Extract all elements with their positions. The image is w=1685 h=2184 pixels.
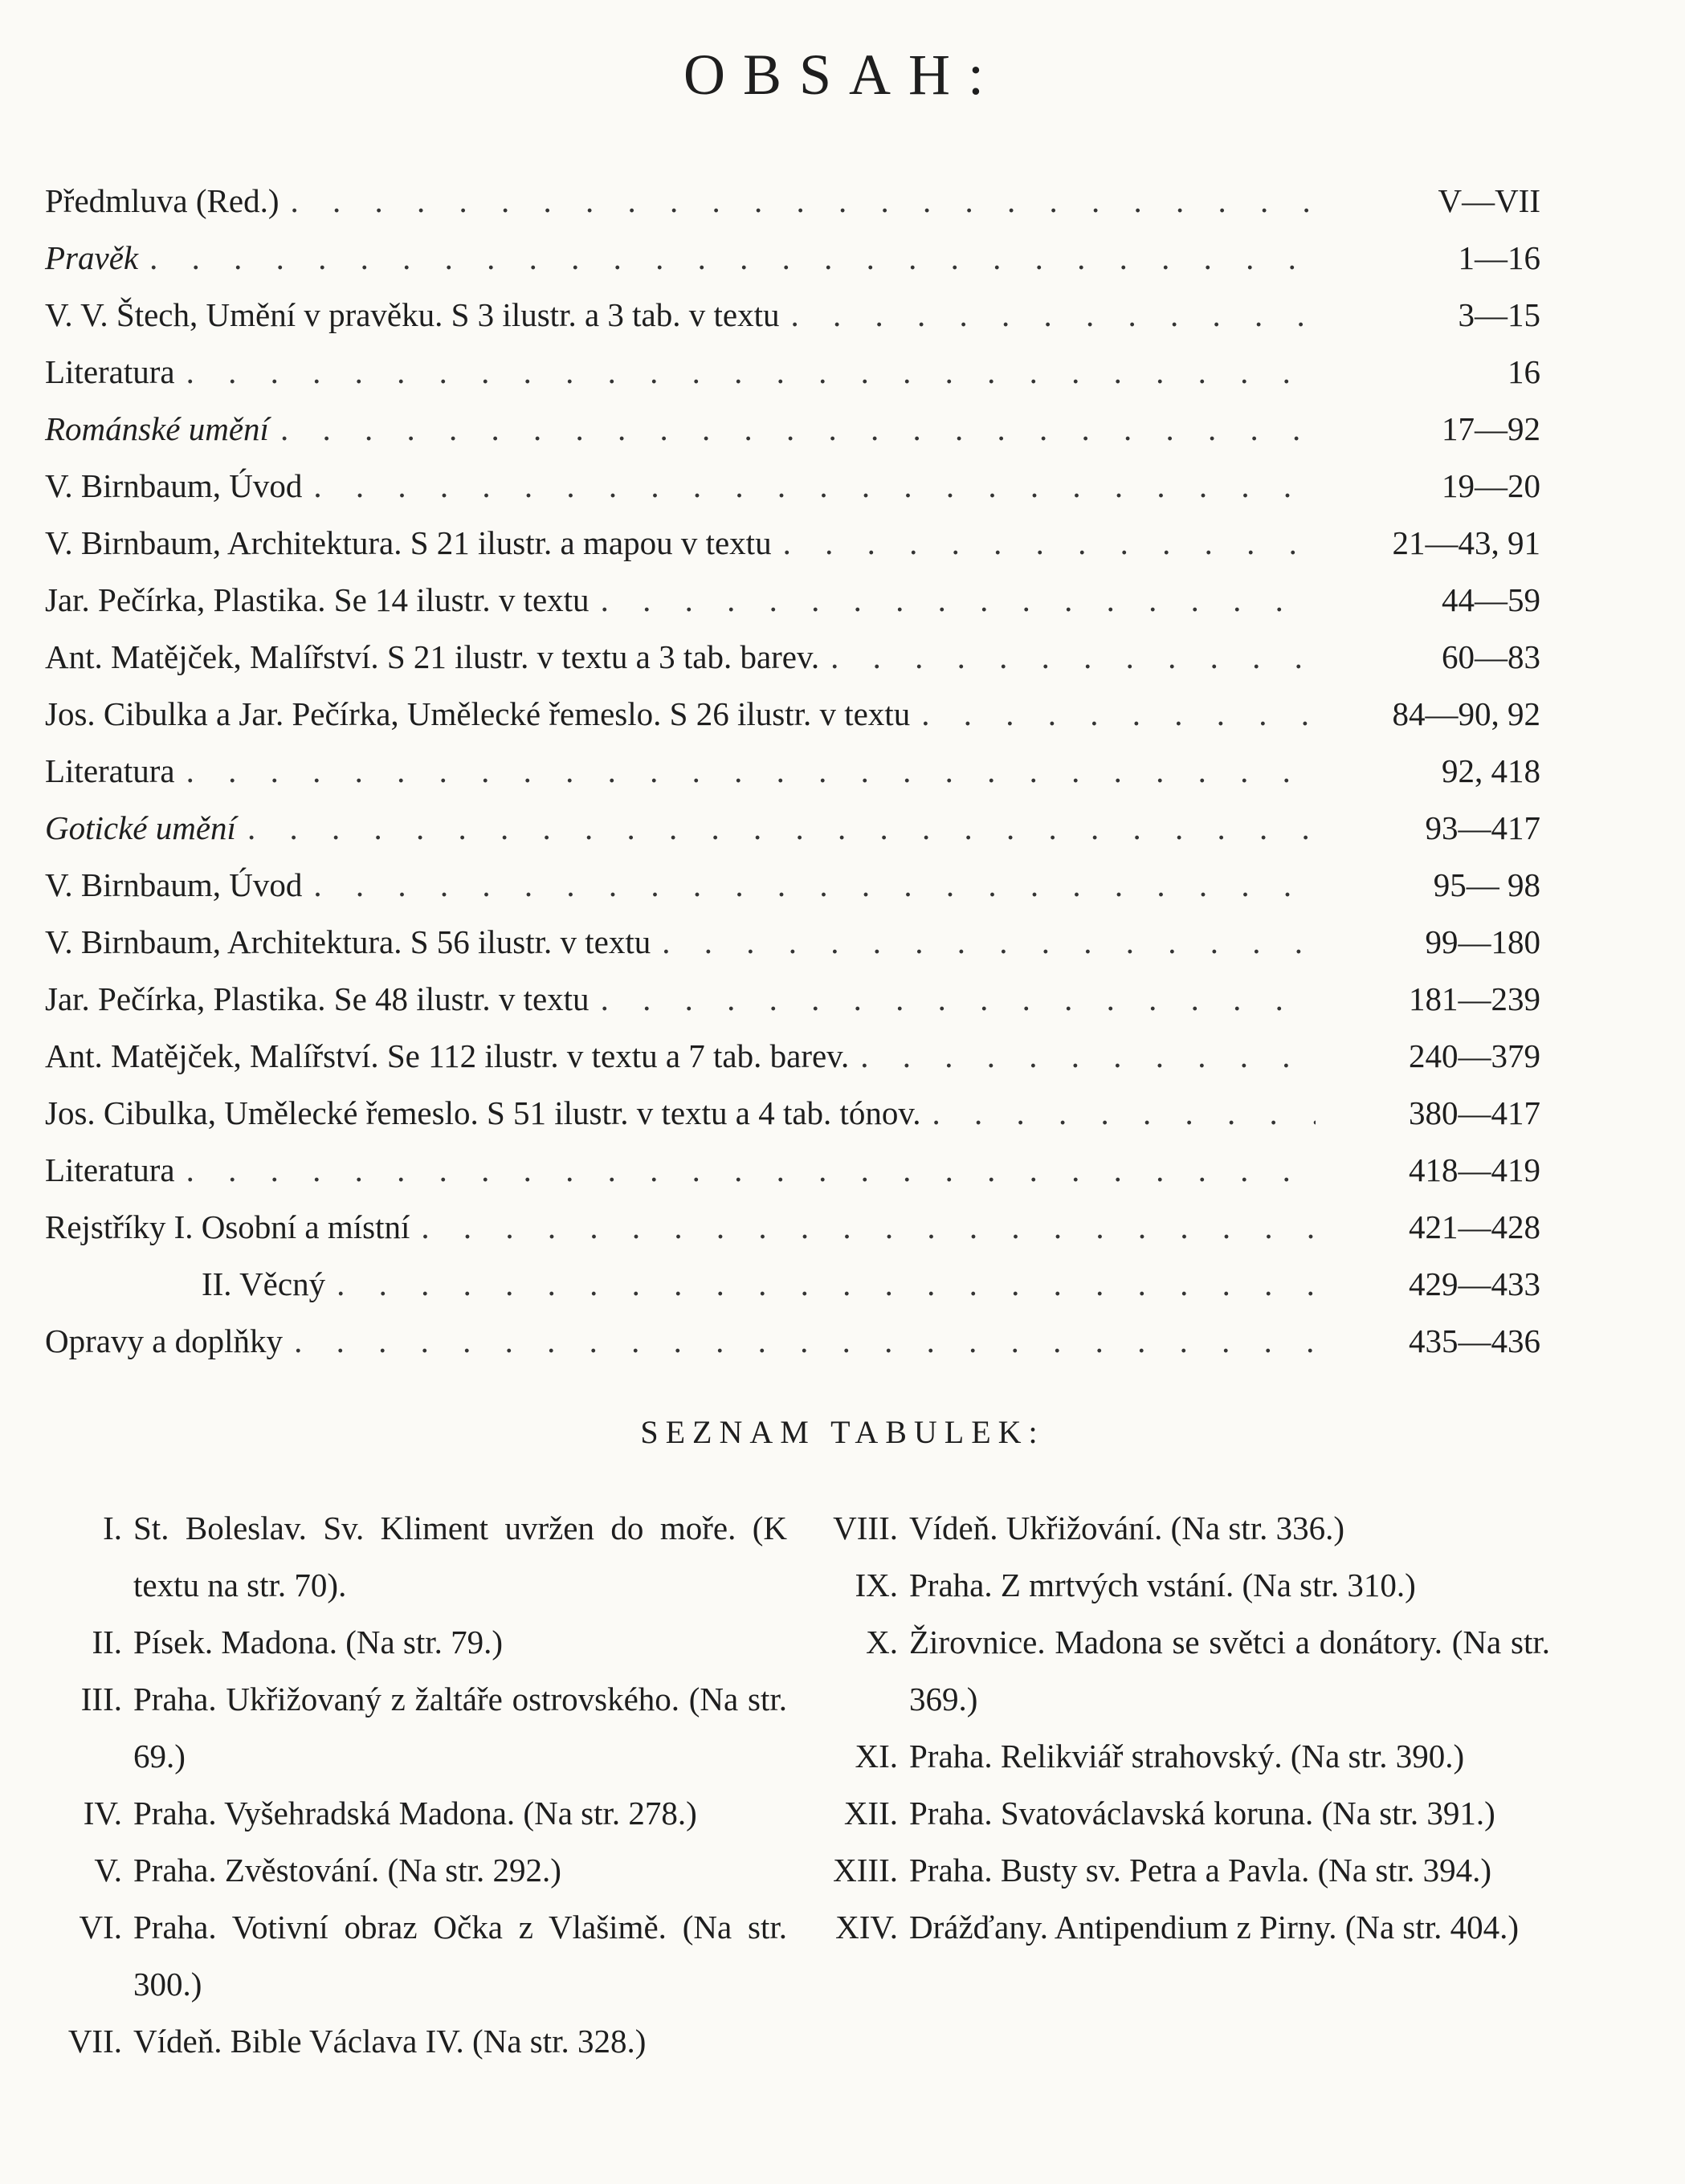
plates-list-left	[48, 1500, 787, 2070]
toc-entry-label: Literatura	[45, 1151, 175, 1188]
plate-number: II.	[92, 1624, 122, 1660]
plate-description: Praha. Zvěstování. (Na str. 292.)	[133, 1852, 561, 1889]
dot-leader	[313, 864, 1316, 906]
plate-entry	[811, 1842, 1550, 1899]
plate-description: Praha. Votivní obraz Očka z Vlašimě. (Na str. 300.)	[133, 1909, 787, 2003]
plate-number: XIII.	[833, 1852, 898, 1889]
plate-number: VI.	[79, 1909, 122, 1946]
dot-leader	[149, 237, 1316, 279]
toc-entry-label: V. V. Štech, Umění v pravěku. S 3 ilustr. a 3 tab. v textu	[45, 296, 780, 333]
toc-entry	[45, 222, 1540, 279]
dot-leader	[932, 1092, 1316, 1134]
toc-entry-pages: 181—239	[1409, 980, 1540, 1017]
plate-entry	[48, 1500, 787, 1614]
plate-number: XII.	[843, 1795, 898, 1832]
dot-leader	[421, 1206, 1316, 1248]
toc-entry-label: Rejstříky I. Osobní a místní	[45, 1208, 410, 1245]
toc-entry	[45, 1077, 1540, 1134]
plate-description: Praha. Ukřižovaný z žaltáře ostrovského. (Na str. 69.)	[133, 1681, 787, 1774]
toc-entry	[45, 564, 1540, 621]
toc-entry-pages: 429—433	[1409, 1265, 1540, 1302]
plate-entry	[811, 1899, 1550, 1956]
toc-entry	[45, 792, 1540, 849]
dot-leader	[860, 1035, 1316, 1077]
toc-entry-pages: 421—428	[1409, 1208, 1540, 1245]
plate-description: Praha. Svatováclavská koruna. (Na str. 391.)	[909, 1795, 1495, 1832]
dot-leader	[290, 180, 1316, 222]
plate-entry	[48, 2013, 787, 2070]
dot-leader	[662, 921, 1316, 963]
toc-entry-label: Jar. Pečírka, Plastika. Se 48 ilustr. v textu	[45, 980, 590, 1017]
toc-entry-pages: 93—417	[1425, 809, 1540, 846]
toc-entry-label: Pravěk	[45, 239, 139, 276]
plate-description: Praha. Vyšehradská Madona. (Na str. 278.)	[133, 1795, 697, 1832]
toc-entry	[45, 1305, 1540, 1362]
plate-number: VIII.	[833, 1510, 898, 1546]
toc-entry	[45, 678, 1540, 735]
toc-entry-label: Literatura	[45, 752, 175, 789]
plate-entry	[811, 1728, 1550, 1785]
toc-entry-pages: 84—90, 92	[1392, 695, 1540, 732]
plate-entry	[48, 1785, 787, 1842]
plate-entry	[811, 1557, 1550, 1614]
toc-entry-pages: 95— 98	[1433, 866, 1540, 903]
toc-entry-pages: 99—180	[1425, 923, 1540, 960]
page-title: OBSAH:	[683, 43, 1002, 107]
plate-entry	[811, 1785, 1550, 1842]
toc-entry-label: V. Birnbaum, Úvod	[45, 866, 303, 903]
plate-entry	[48, 1614, 787, 1671]
plate-description: Praha. Relikviář strahovský. (Na str. 390.)	[909, 1738, 1465, 1774]
toc-entry-label: V. Birnbaum, Architektura. S 21 ilustr. a mapou v textu	[45, 524, 772, 561]
toc-entry-pages: 21—43, 91	[1392, 524, 1540, 561]
toc-entry	[45, 393, 1540, 450]
dot-leader	[601, 978, 1316, 1020]
toc-entry-label: Předmluva (Red.)	[45, 182, 279, 219]
toc-entry-label: V. Birnbaum, Architektura. S 56 ilustr. v textu	[45, 923, 651, 960]
plate-entry	[48, 1671, 787, 1785]
dot-leader	[601, 579, 1316, 621]
plate-number: IV.	[83, 1795, 122, 1832]
table-of-contents	[45, 165, 1540, 1362]
plate-description: St. Boleslav. Sv. Kliment uvržen do moře. (K textu na str. 70).	[133, 1510, 787, 1603]
plate-entry	[811, 1614, 1550, 1728]
dot-leader	[186, 750, 1316, 792]
dot-leader	[280, 408, 1316, 450]
dot-leader	[790, 294, 1316, 336]
plate-number: XIV.	[835, 1909, 898, 1946]
toc-entry-pages: 60—83	[1442, 638, 1540, 675]
toc-entry-pages: 44—59	[1442, 581, 1540, 618]
toc-entry	[45, 849, 1540, 906]
toc-entry-pages: 1—16	[1458, 239, 1540, 276]
toc-entry-label: Ant. Matějček, Malířství. S 21 ilustr. v textu a 3 tab. barev.	[45, 638, 820, 675]
plate-number: III.	[80, 1681, 122, 1717]
plate-entry	[811, 1500, 1550, 1557]
toc-entry-label: Ant. Matějček, Malířství. Se 112 ilustr. v textu a 7 tab. barev.	[45, 1037, 850, 1074]
toc-entry-pages: V—VII	[1438, 182, 1540, 219]
dot-leader	[783, 522, 1316, 564]
toc-entry	[45, 1191, 1540, 1248]
toc-entry	[45, 735, 1540, 792]
toc-entry	[45, 1248, 1540, 1305]
toc-entry-pages: 3—15	[1458, 296, 1540, 333]
dot-leader	[830, 636, 1316, 678]
toc-entry-pages: 240—379	[1409, 1037, 1540, 1074]
toc-entry-pages: 16	[1508, 353, 1540, 390]
toc-entry-label: V. Birnbaum, Úvod	[45, 467, 303, 504]
plate-number: XI.	[855, 1738, 898, 1774]
plates-list-right	[811, 1500, 1550, 1956]
plate-number: VII.	[67, 2023, 122, 2060]
toc-entry	[45, 906, 1540, 963]
plate-description: Písek. Madona. (Na str. 79.)	[133, 1624, 504, 1660]
toc-entry-pages: 92, 418	[1442, 752, 1540, 789]
dot-leader	[294, 1320, 1316, 1362]
toc-entry-pages: 435—436	[1409, 1322, 1540, 1359]
toc-entry	[45, 1134, 1540, 1191]
toc-entry-pages: 380—417	[1409, 1094, 1540, 1131]
toc-entry	[45, 279, 1540, 336]
plate-description: Praha. Z mrtvých vstání. (Na str. 310.)	[909, 1567, 1416, 1603]
toc-entry-pages: 418—419	[1409, 1151, 1540, 1188]
dot-leader	[313, 465, 1316, 507]
plate-description: Žirovnice. Madona se světci a donátory. (Na str. 369.)	[909, 1624, 1550, 1717]
dot-leader	[186, 351, 1316, 393]
plate-entry	[48, 1899, 787, 2013]
toc-entry	[45, 621, 1540, 678]
toc-entry-label: Jar. Pečírka, Plastika. Se 14 ilustr. v textu	[45, 581, 590, 618]
dot-leader	[186, 1149, 1316, 1191]
toc-entry-label: Gotické umění	[45, 809, 236, 846]
dot-leader	[337, 1263, 1316, 1305]
dot-leader	[921, 693, 1316, 735]
dot-leader	[247, 807, 1316, 849]
plate-number: V.	[94, 1852, 122, 1889]
toc-entry	[45, 963, 1540, 1020]
toc-entry	[45, 507, 1540, 564]
toc-entry-label: Románské umění	[45, 410, 269, 447]
toc-entry	[45, 165, 1540, 222]
toc-entry	[45, 336, 1540, 393]
plate-description: Drážďany. Antipendium z Pirny. (Na str. 404.)	[909, 1909, 1520, 1946]
plate-description: Vídeň. Bible Václava IV. (Na str. 328.)	[133, 2023, 647, 2060]
toc-entry-label: Opravy a doplňky	[45, 1322, 284, 1359]
plate-number: IX.	[855, 1567, 898, 1603]
toc-entry-label: Jos. Cibulka a Jar. Pečírka, Umělecké řemeslo. S 26 ilustr. v textu	[45, 695, 911, 732]
plate-description: Vídeň. Ukřižování. (Na str. 336.)	[909, 1510, 1344, 1546]
toc-entry-pages: 19—20	[1442, 467, 1540, 504]
toc-entry-label: II. Věcný	[202, 1265, 326, 1302]
toc-entry-label: Jos. Cibulka, Umělecké řemeslo. S 51 ilustr. v textu a 4 tab. tónov.	[45, 1094, 921, 1131]
toc-entry-pages: 17—92	[1442, 410, 1540, 447]
toc-entry-label: Literatura	[45, 353, 175, 390]
plates-title: SEZNAM TABULEK:	[640, 1414, 1045, 1450]
toc-entry	[45, 1020, 1540, 1077]
plate-description: Praha. Busty sv. Petra a Pavla. (Na str. 394.)	[909, 1852, 1491, 1889]
plate-entry	[48, 1842, 787, 1899]
toc-entry	[45, 450, 1540, 507]
plate-number: I.	[103, 1510, 122, 1546]
plate-number: X.	[866, 1624, 898, 1660]
